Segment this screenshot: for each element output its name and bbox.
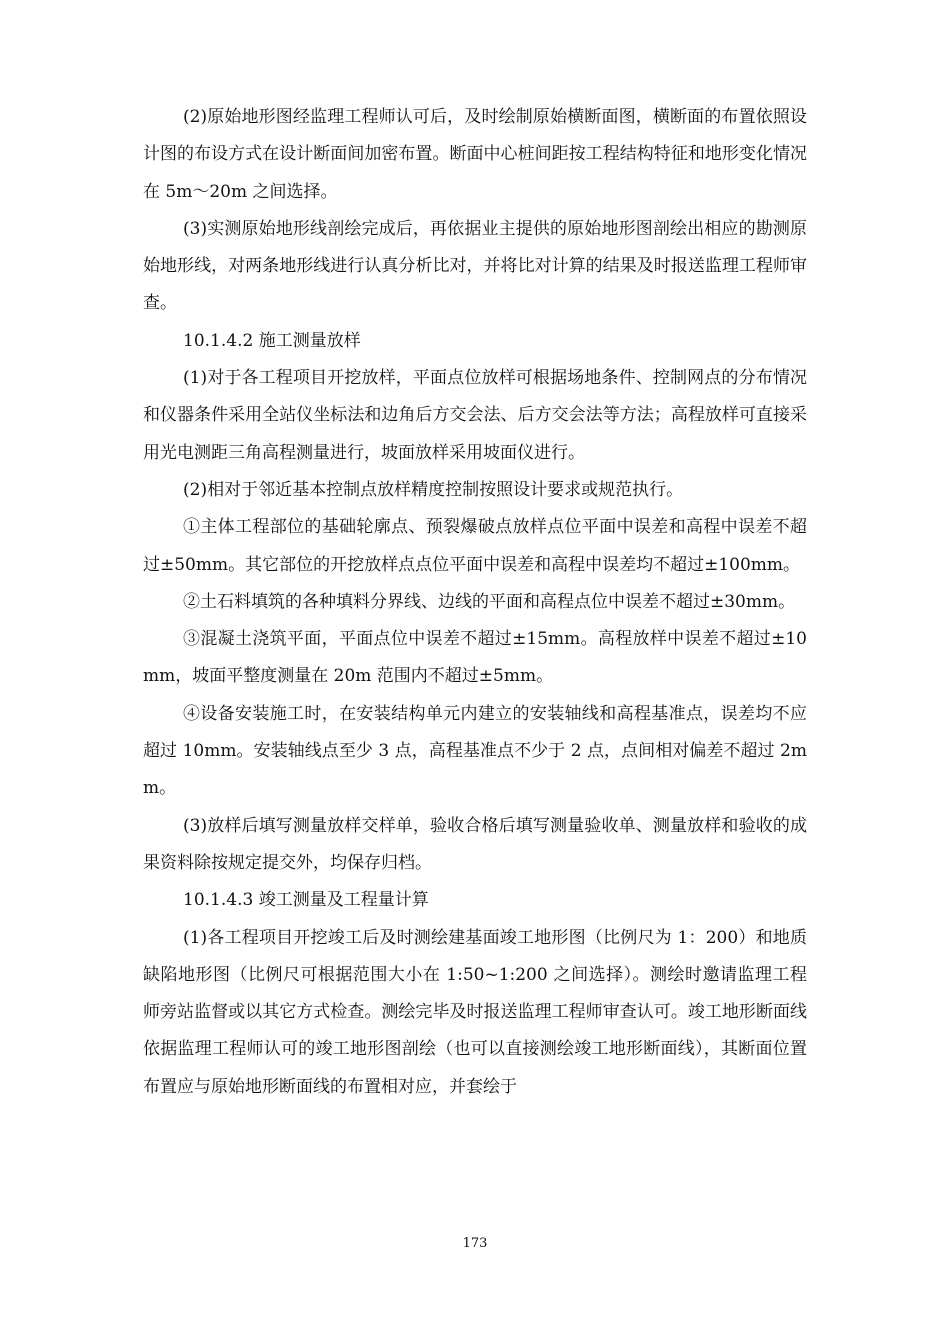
document-body <box>143 99 807 1106</box>
paragraph-layout-records-archiving: (3)放样后填写测量放样交样单，验收合格后填写测量验收单、测量放样和验收的成果资料除按规定提交外，均保存归档。 <box>143 815 807 873</box>
paragraph-excavation-layout-methods: (1)对于各工程项目开挖放样，平面点位放样可根据场地条件、控制网点的分布情况和仪器条件采用全站仪坐标法和边角后方交会法、后方交会法等方法；高程放样可直接采用光电测距三角高程测量进行，坡面放样采用坡面仪进行。 <box>143 368 807 463</box>
paragraph-layout-accuracy-control: (2)相对于邻近基本控制点放样精度控制按照设计要求或规范执行。 <box>183 479 684 500</box>
paragraph-equipment-installation-tolerance: ④设备安装施工时，在安装结构单元内建立的安装轴线和高程基准点，误差均不应超过 10mm。安装轴线点至少 3 点，高程基准点不少于 2 点，点间相对偏差不超过 2mm。 <box>143 703 807 799</box>
section-heading-construction-layout: 10.1.4.2 施工测量放样 <box>183 330 361 351</box>
paragraph-main-works-tolerance: ①主体工程部位的基础轮廓点、预裂爆破点放样点位平面中误差和高程中误差不超过±50mm。其它部位的开挖放样点点位平面中误差和高程中误差均不超过±100mm。 <box>143 517 807 575</box>
paragraph-as-built-topographic-map: (1)各工程项目开挖竣工后及时测绘建基面竣工地形图（比例尺为 1：200）和地质缺陷地形图（比例尺可根据范围大小在 1:50~1:200 之间选择）。测绘时邀请监理工程师旁站监督或以其它方式检查。测绘完毕及时报送监理工程师审查认可。竣工地形断面线依据监理工程师认可的竣工地形图剖绘（也可以直接测绘竣工地形断面线），其断面位置布置应与原始地形断面线的布置相对应，并套绘于 <box>143 927 807 1097</box>
paragraph-concrete-pouring-tolerance: ③混凝土浇筑平面，平面点位中误差不超过±15mm。高程放样中误差不超过±10mm，坡面平整度测量在 20m 范围内不超过±5mm。 <box>143 629 807 687</box>
paragraph-cross-section-drawing: (2)原始地形图经监理工程师认可后，及时绘制原始横断面图，横断面的布置依照设计图的布设方式在设计断面间加密布置。断面中心桩间距按工程结构特征和地形变化情况在 5m～20m 之间选择。 <box>143 107 807 202</box>
paragraph-fill-boundary-tolerance: ②土石料填筑的各种填料分界线、边线的平面和高程点位中误差不超过±30mm。 <box>183 591 796 612</box>
page-number: 173 <box>462 1236 488 1251</box>
section-heading-as-built-survey: 10.1.4.3 竣工测量及工程量计算 <box>183 890 429 911</box>
paragraph-terrain-line-comparison: (3)实测原始地形线剖绘完成后，再依据业主提供的原始地形图剖绘出相应的勘测原始地形线，对两条地形线进行认真分析比对，并将比对计算的结果及时报送监理工程师审查。 <box>143 218 807 314</box>
